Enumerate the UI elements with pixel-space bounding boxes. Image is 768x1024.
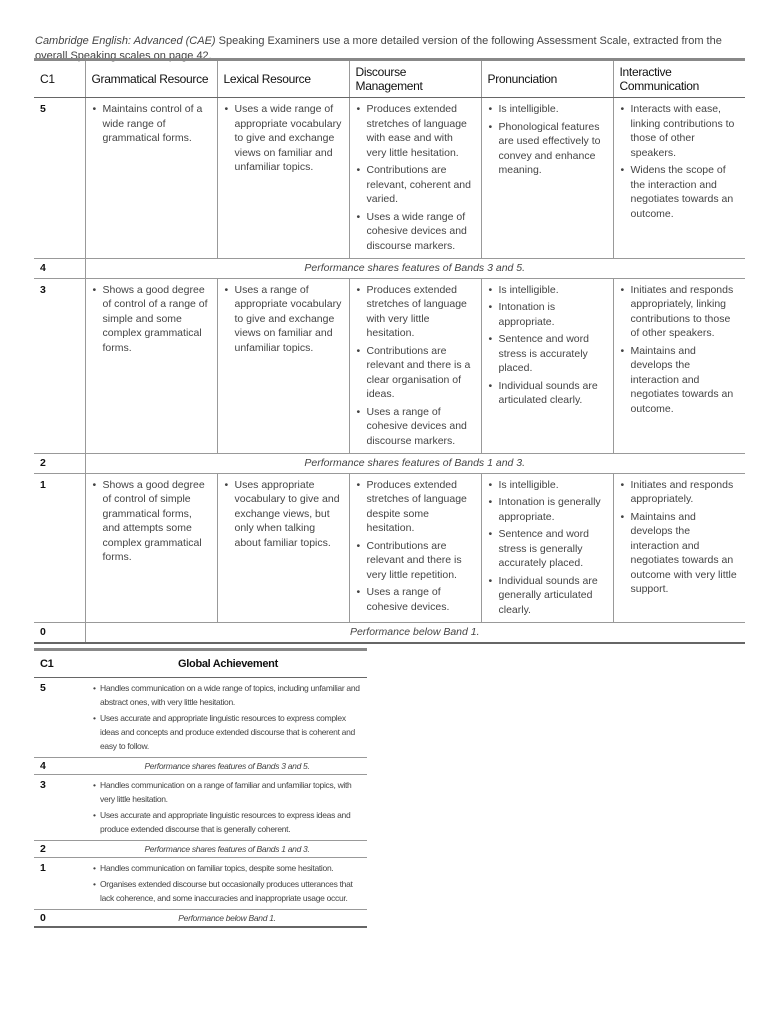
ga-header-c1: C1	[34, 650, 89, 678]
descriptor: • Sentence and word stress is accurately placed.	[487, 332, 607, 376]
intro-text: Speaking Examiners use a more detailed version of the following Assessment Scale, extracted from the overall Speaking scales on page 42.	[35, 35, 722, 62]
ga-descriptor: • Handles communication on a range of familiar and unfamiliar topics, with very little hesitation.	[91, 778, 363, 806]
band-number: 2	[34, 454, 85, 474]
pronunciation-cell	[481, 473, 613, 623]
descriptor: • Contributions are relevant and there is a clear organisation of ideas.	[355, 344, 475, 402]
interactive-communication-cell	[613, 278, 745, 454]
pronunciation-cell	[481, 278, 613, 454]
descriptor: • Individual sounds are articulated clearly.	[487, 379, 607, 408]
descriptor: • Produces extended stretches of language with very little hesitation.	[355, 283, 475, 341]
descriptor: • Maintains and develops the interaction and negotiates towards an outcome.	[619, 344, 740, 417]
grammatical-resource-cell	[85, 278, 217, 454]
descriptor: • Phonological features are used effectively to convey and enhance meaning.	[487, 120, 607, 178]
descriptor: • Uses a range of cohesive devices.	[355, 585, 475, 614]
band-number: 1	[34, 473, 85, 623]
ga-band-1-row	[34, 858, 367, 910]
interactive-communication-cell	[613, 473, 745, 623]
ga-band-3-row	[34, 775, 367, 841]
header-grammatical-resource: Grammatical Resource	[85, 60, 217, 98]
ga-band-number: 5	[34, 678, 89, 758]
ga-header-title: Global Achievement	[89, 650, 367, 678]
band-number: 3	[34, 278, 85, 454]
ga-band-number: 3	[34, 775, 89, 841]
intro-exam-name: Cambridge English: Advanced (CAE)	[35, 35, 216, 47]
descriptor: • Maintains and develops the interaction and negotiates towards an outcome with very little support.	[619, 510, 740, 597]
descriptor: • Uses a wide range of cohesive devices and discourse markers.	[355, 210, 475, 254]
descriptor: • Uses a wide range of appropriate vocabulary to give and exchange views on familiar and unfamiliar topics.	[223, 102, 343, 175]
descriptor: • Is intelligible.	[487, 102, 607, 117]
band-number: 5	[34, 98, 85, 259]
band-note: Performance shares features of Bands 3 and 5.	[85, 259, 745, 279]
band-1-row	[34, 473, 745, 623]
descriptor: • Produces extended stretches of language with ease and with very little hesitation.	[355, 102, 475, 160]
header-c1: C1	[34, 60, 85, 98]
band-5-row	[34, 98, 745, 259]
header-interactive-communication: Interactive Communication	[613, 60, 745, 98]
band-note: Performance shares features of Bands 1 and 3.	[85, 454, 745, 474]
descriptor: • Initiates and responds appropriately, linking contributions to those of other speakers.	[619, 283, 740, 341]
band-number: 4	[34, 259, 85, 279]
ga-band-2-row	[34, 841, 367, 858]
descriptor: • Shows a good degree of control of simple grammatical forms, and attempts some complex grammatical forms.	[91, 478, 211, 565]
descriptor: • Uses a range of cohesive devices and discourse markers.	[355, 405, 475, 449]
discourse-management-cell	[349, 473, 481, 623]
descriptor: • Uses appropriate vocabulary to give and exchange views, but only when talking about familiar topics.	[223, 478, 343, 551]
ga-band-number: 1	[34, 858, 89, 910]
lexical-resource-cell	[217, 278, 349, 454]
ga-band-note: Performance shares features of Bands 3 and 5.	[89, 758, 367, 775]
ga-band-number: 0	[34, 910, 89, 928]
header-pronunciation: Pronunciation	[481, 60, 613, 98]
header-row	[34, 60, 745, 98]
band-4-row	[34, 259, 745, 279]
interactive-communication-cell	[613, 98, 745, 259]
grammatical-resource-cell	[85, 473, 217, 623]
band-2-row	[34, 454, 745, 474]
descriptor: • Widens the scope of the interaction and negotiates towards an outcome.	[619, 163, 740, 221]
band-note: Performance below Band 1.	[85, 623, 745, 643]
ga-descriptor: • Uses accurate and appropriate linguistic resources to express ideas and produce extended discourse that is generally coherent.	[91, 808, 363, 836]
descriptor: • Is intelligible.	[487, 283, 607, 298]
ga-band-descriptors	[89, 775, 367, 841]
ga-band-5-row	[34, 678, 367, 758]
descriptor: • Sentence and word stress is generally accurately placed.	[487, 527, 607, 571]
descriptor: • Maintains control of a wide range of grammatical forms.	[91, 102, 211, 146]
ga-band-note: Performance shares features of Bands 1 and 3.	[89, 841, 367, 858]
descriptor: • Shows a good degree of control of a range of simple and some complex grammatical forms.	[91, 283, 211, 356]
band-0-row	[34, 623, 745, 643]
descriptor: • Contributions are relevant, coherent and varied.	[355, 163, 475, 207]
lexical-resource-cell	[217, 98, 349, 259]
descriptor: • Is intelligible.	[487, 478, 607, 493]
descriptor: • Contributions are relevant and there is very little repetition.	[355, 539, 475, 583]
descriptor: • Produces extended stretches of language despite some hesitation.	[355, 478, 475, 536]
ga-descriptor: • Uses accurate and appropriate linguistic resources to express complex ideas and concepts and produce extended discourse that is coherent and easy to follow.	[91, 711, 363, 753]
descriptor: • Uses a range of appropriate vocabulary to give and exchange views on familiar and unfamiliar topics.	[223, 283, 343, 356]
descriptor: • Interacts with ease, linking contributions to those of other speakers.	[619, 102, 740, 160]
header-lexical-resource: Lexical Resource	[217, 60, 349, 98]
global-achievement-table	[34, 648, 367, 928]
ga-band-4-row	[34, 758, 367, 775]
ga-descriptor: • Handles communication on familiar topics, despite some hesitation.	[91, 861, 363, 875]
descriptor: • Intonation is generally appropriate.	[487, 495, 607, 524]
header-discourse-management: Discourse Management	[349, 60, 481, 98]
descriptor: • Individual sounds are generally articulated clearly.	[487, 574, 607, 618]
ga-band-descriptors	[89, 858, 367, 910]
ga-header-row	[34, 650, 367, 678]
descriptor: • Initiates and responds appropriately.	[619, 478, 740, 507]
band-3-row	[34, 278, 745, 454]
pronunciation-cell	[481, 98, 613, 259]
discourse-management-cell	[349, 98, 481, 259]
grammatical-resource-cell	[85, 98, 217, 259]
lexical-resource-cell	[217, 473, 349, 623]
ga-descriptor: • Organises extended discourse but occasionally produces utterances that lack coherence, and some inaccuracies and inappropriate usage occur.	[91, 877, 363, 905]
ga-descriptor: • Handles communication on a wide range of topics, including unfamiliar and abstract ones, with very little hesitation.	[91, 681, 363, 709]
ga-band-number: 2	[34, 841, 89, 858]
ga-band-number: 4	[34, 758, 89, 775]
discourse-management-cell	[349, 278, 481, 454]
speaking-assessment-scale-table	[34, 58, 745, 644]
descriptor: • Intonation is appropriate.	[487, 300, 607, 329]
band-number: 0	[34, 623, 85, 643]
ga-band-0-row	[34, 910, 367, 928]
ga-band-note: Performance below Band 1.	[89, 910, 367, 928]
ga-band-descriptors	[89, 678, 367, 758]
